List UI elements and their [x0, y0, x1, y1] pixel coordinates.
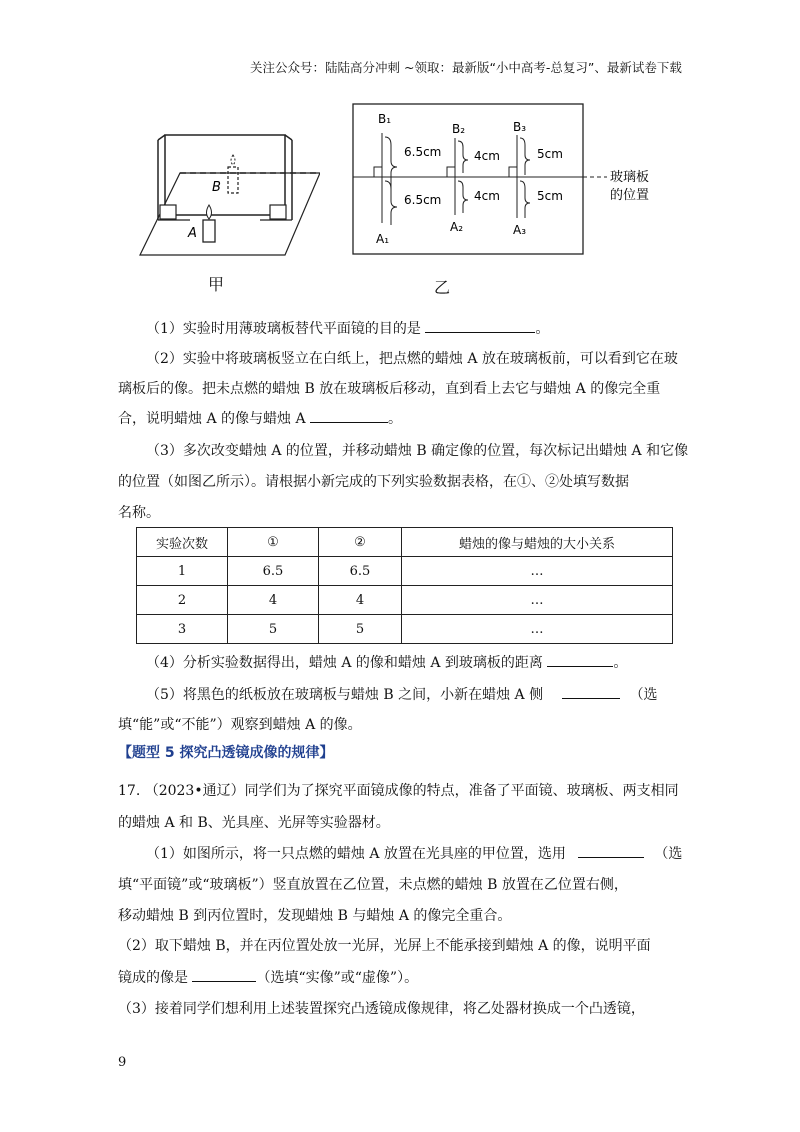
label-a: A	[188, 226, 197, 241]
glass-position-label-2: 的位置	[610, 188, 650, 203]
candle-b	[228, 167, 238, 193]
q4-answer-blank[interactable]	[547, 652, 613, 667]
page-number: 9	[118, 1055, 127, 1070]
caption-yi: 乙	[434, 278, 451, 297]
table-cell: 4	[228, 586, 319, 615]
table-cell: 2	[137, 586, 228, 615]
distance-2-top: 4cm	[474, 149, 500, 163]
table-cell: 5	[228, 615, 319, 644]
p17-q1-line-2: 填“平面镜”或“玻璃板”）竖直放置在乙位置，未点燃的蜡烛 B 放置在乙位置右侧，	[118, 877, 628, 893]
q2-line-2: 璃板后的像。把未点燃的蜡烛 B 放在玻璃板后移动，直到看上去它与蜡烛 A 的像完全重	[118, 381, 661, 397]
candle-a	[203, 220, 215, 242]
table-row	[137, 615, 673, 644]
q5-line-2: 填“能”或“不能”）观察到蜡烛 A 的像。	[118, 717, 362, 733]
p17-line-2: 的蜡烛 A 和 B、光具座、光屏等实验器材。	[118, 815, 390, 831]
label-b1: B₁	[378, 112, 392, 126]
p17-q2-line-2: 镜成的像是 （选填“实像”或“虚像”）。	[118, 967, 418, 987]
table-header: 蜡烛的像与蜡烛的大小关系	[402, 528, 673, 557]
table-cell: 6.5	[319, 557, 402, 586]
p17-q1-line-1: （1）如图所示，将一只点燃的蜡烛 A 放置在光具座的甲位置，选用 （选	[146, 843, 682, 863]
label-b: B	[212, 180, 221, 195]
table-header: ①	[228, 528, 319, 557]
q5-answer-blank[interactable]	[562, 684, 620, 699]
table-cell: 5	[319, 615, 402, 644]
p17-q1-line-3: 移动蜡烛 B 到丙位置时，发现蜡烛 B 与蜡烛 A 的像完全重合。	[118, 908, 512, 924]
caption-jia: 甲	[208, 275, 225, 294]
table-header-row	[137, 528, 673, 557]
q3-line-3: 名称。	[118, 505, 160, 521]
table-cell: 4	[319, 586, 402, 615]
table-cell: 6.5	[228, 557, 319, 586]
distance-2-bottom: 4cm	[474, 189, 500, 203]
table-cell: …	[402, 615, 673, 644]
p17-q3-line-1: （3）接着同学们想利用上述装置探究凸透镜成像规律，将乙处器材换成一个凸透镜，	[118, 1001, 645, 1017]
table-cell: …	[402, 586, 673, 615]
q3-line-1: （3）多次改变蜡烛 A 的位置，并移动蜡烛 B 确定像的位置，每次标记出蜡烛 A 和它像	[146, 443, 689, 459]
label-a1: A₁	[376, 232, 390, 246]
table-header: ②	[319, 528, 402, 557]
data-table	[136, 527, 673, 644]
q2-answer-blank[interactable]	[310, 408, 388, 423]
q5-line-1: （5）将黑色的纸板放在玻璃板与蜡烛 B 之间，小新在蜡烛 A 侧 （选	[146, 684, 658, 704]
label-b2: B₂	[452, 122, 466, 136]
q2-line-1: （2）实验中将玻璃板竖立在白纸上，把点燃的蜡烛 A 放在玻璃板前，可以看到它在玻	[146, 351, 678, 367]
table-cell: 3	[137, 615, 228, 644]
distance-3-bottom: 5cm	[537, 189, 563, 203]
glass-plate-frame	[165, 135, 285, 215]
page-header: 关注公众号：陆陆高分冲刺 ~领取：最新版“小中高考-总复习”、最新试卷下载	[250, 60, 682, 75]
label-b3: B₃	[513, 120, 527, 134]
p17-q2-line-1: （2）取下蜡烛 B，并在丙位置处放一光屏，光屏上不能承接到蜡烛 A 的像，说明平面	[118, 938, 651, 954]
p17-q2-answer-blank[interactable]	[192, 967, 256, 982]
q1: （1）实验时用薄玻璃板替代平面镜的目的是 。	[146, 318, 549, 338]
label-a2: A₂	[450, 220, 464, 234]
table-header: 实验次数	[137, 528, 228, 557]
glass-position-label-1: 玻璃板	[610, 170, 650, 185]
table-row	[137, 586, 673, 615]
q1-text: （1）实验时用薄玻璃板替代平面镜的目的是	[146, 321, 421, 337]
distance-1-bottom: 6.5cm	[404, 193, 442, 207]
distance-1-top: 6.5cm	[404, 145, 442, 159]
q2-line-3: 合，说明蜡烛 A 的像与蜡烛 A 。	[118, 408, 402, 428]
label-a3: A₃	[513, 223, 527, 237]
q3-line-2: 的位置（如图乙所示）。请根据小新完成的下列实验数据表格，在①、②处填写数据	[118, 474, 629, 490]
p17-line-1: 17. （2023•通辽）同学们为了探究平面镜成像的特点，准备了平面镜、玻璃板、两支相同	[118, 783, 679, 799]
table-cell: 1	[137, 557, 228, 586]
section-title: 【题型 5 探究凸透镜成像的规律】	[118, 745, 334, 761]
table-cell: …	[402, 557, 673, 586]
figure-jia	[130, 125, 320, 265]
distance-3-top: 5cm	[537, 147, 563, 161]
p17-q1-answer-blank[interactable]	[578, 843, 644, 858]
q1-answer-blank[interactable]	[425, 318, 535, 333]
figure-yi	[352, 103, 662, 258]
table-row	[137, 557, 673, 586]
q4: （4）分析实验数据得出，蜡烛 A 的像和蜡烛 A 到玻璃板的距离 。	[146, 652, 627, 672]
